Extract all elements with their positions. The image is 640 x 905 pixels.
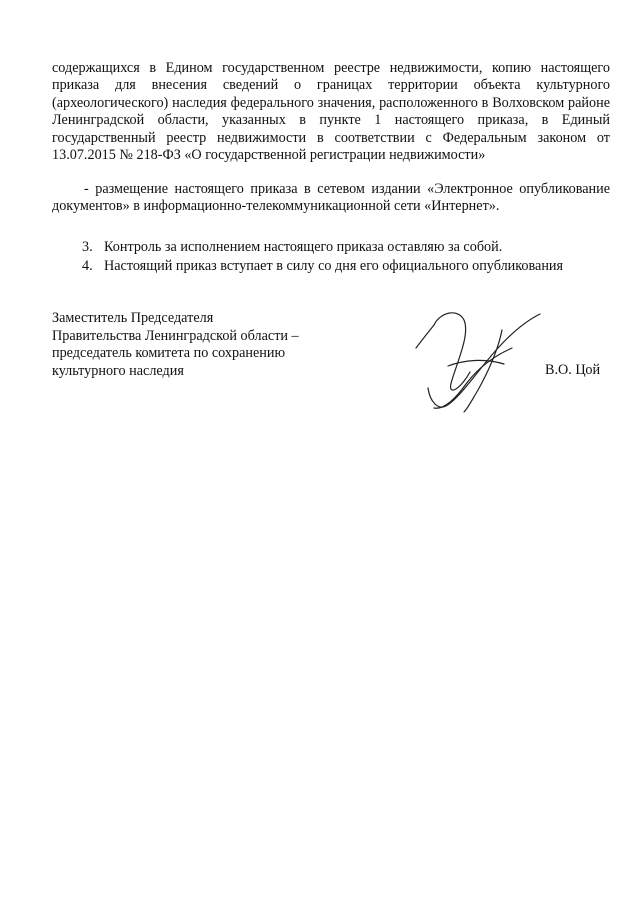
signer-position-line: Заместитель Председателя <box>52 310 214 326</box>
list-item-number: 3. <box>82 239 93 255</box>
signer-position-line: культурного наследия <box>52 362 184 379</box>
list-item-text: Контроль за исполнением настоящего приказа оставляю за собой. <box>104 239 503 255</box>
list-item-number: 4. <box>82 258 93 274</box>
signer-position <box>52 310 299 380</box>
continued-paragraph: содержащихся в Едином государственном реестре недвижимости, копию настоящего приказа для внесения сведений о границах территории объекта культурного (археологического) наследия федерального значения, расположенного в Волховском районе Ленинградской области, указанных в пункте 1 настоящего приказа, в Единый государственный реестр недвижимости в соответствии с Федеральным законом от 13.07.2015 № 218-ФЗ «О государственной регистрации недвижимости» <box>52 60 610 164</box>
handwritten-signature <box>408 300 553 420</box>
signer-position-line: Правительства Ленинградской области – <box>52 327 299 344</box>
list-item <box>82 239 502 256</box>
signature-stroke <box>434 313 470 390</box>
list-item-text: Настоящий приказ вступает в силу со дня его официального опубликования <box>104 258 564 274</box>
signature-stroke <box>464 330 502 412</box>
signer-position-line: председатель комитета по сохранению <box>52 345 286 362</box>
signature-stroke <box>416 325 434 348</box>
signer-name: В.О. Цой <box>545 362 601 378</box>
list-item <box>82 258 563 275</box>
bullet-paragraph: - размещение настоящего приказа в сетевом издании «Электронное опубликование документов» в информационно-телекоммуникационной сети «Интернет». <box>52 181 610 215</box>
